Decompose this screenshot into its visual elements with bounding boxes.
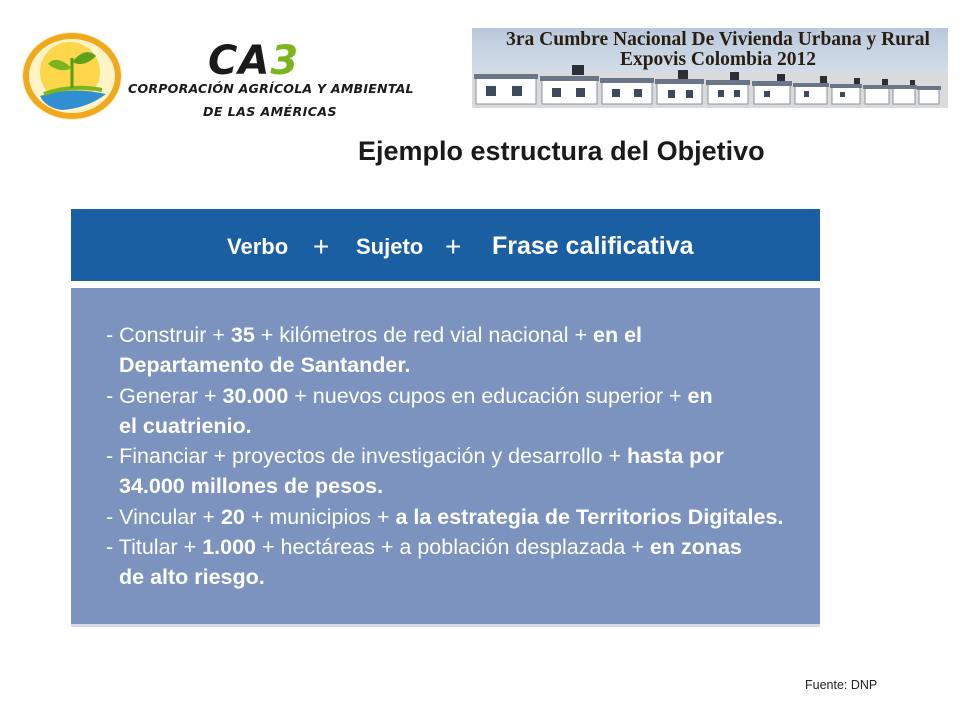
example-item-construir: - Construir + 35 + kilómetros de red vial nacional + en el Departamento de Santander. — [106, 323, 642, 378]
example-item-vincular: - Vincular + 20 + municipios + a la estrategia de Territorios Digitales. — [106, 504, 784, 529]
example-item-financiar: - Financiar + proyectos de investigación y desarrollo + hasta por 34.000 millones de pesos. — [106, 444, 724, 499]
formula-verbo: Verbo — [227, 234, 289, 259]
sun-plant-emblem-icon — [18, 28, 130, 123]
banner-title-line1: 3ra Cumbre Nacional De Vivienda Urbana y Rural — [506, 29, 930, 50]
formula-plus-1: + — [313, 231, 330, 262]
logo-text-line1: CORPORACIÓN AGRÍCOLA Y AMBIENTAL — [128, 81, 414, 96]
examples-box — [71, 288, 820, 627]
example-item-titular: - Titular + 1.000 + hectáreas + a población desplazada + en zonas de alto riesgo. — [106, 535, 742, 590]
logo-text-line2: DE LAS AMÉRICAS — [203, 104, 337, 119]
formula-header-box — [71, 209, 820, 281]
formula-sujeto: Sujeto — [356, 234, 424, 259]
objective-formula — [71, 209, 820, 281]
event-banner — [472, 28, 948, 108]
formula-plus-2: + — [445, 231, 462, 262]
formula-frase-calificativa: Frase calificativa — [492, 232, 694, 260]
box-divider — [71, 281, 820, 288]
ca3-wordmark: CA3 — [208, 38, 300, 84]
example-item-generar: - Generar + 30.000 + nuevos cupos en educación superior + en el cuatrienio. — [106, 383, 713, 438]
source-note: Fuente: DNP — [805, 678, 878, 692]
slide-title: Ejemplo estructura del Objetivo — [358, 136, 765, 166]
examples-list — [106, 320, 816, 593]
corporation-logo — [18, 28, 458, 123]
banner-title-line2: Expovis Colombia 2012 — [619, 49, 817, 70]
